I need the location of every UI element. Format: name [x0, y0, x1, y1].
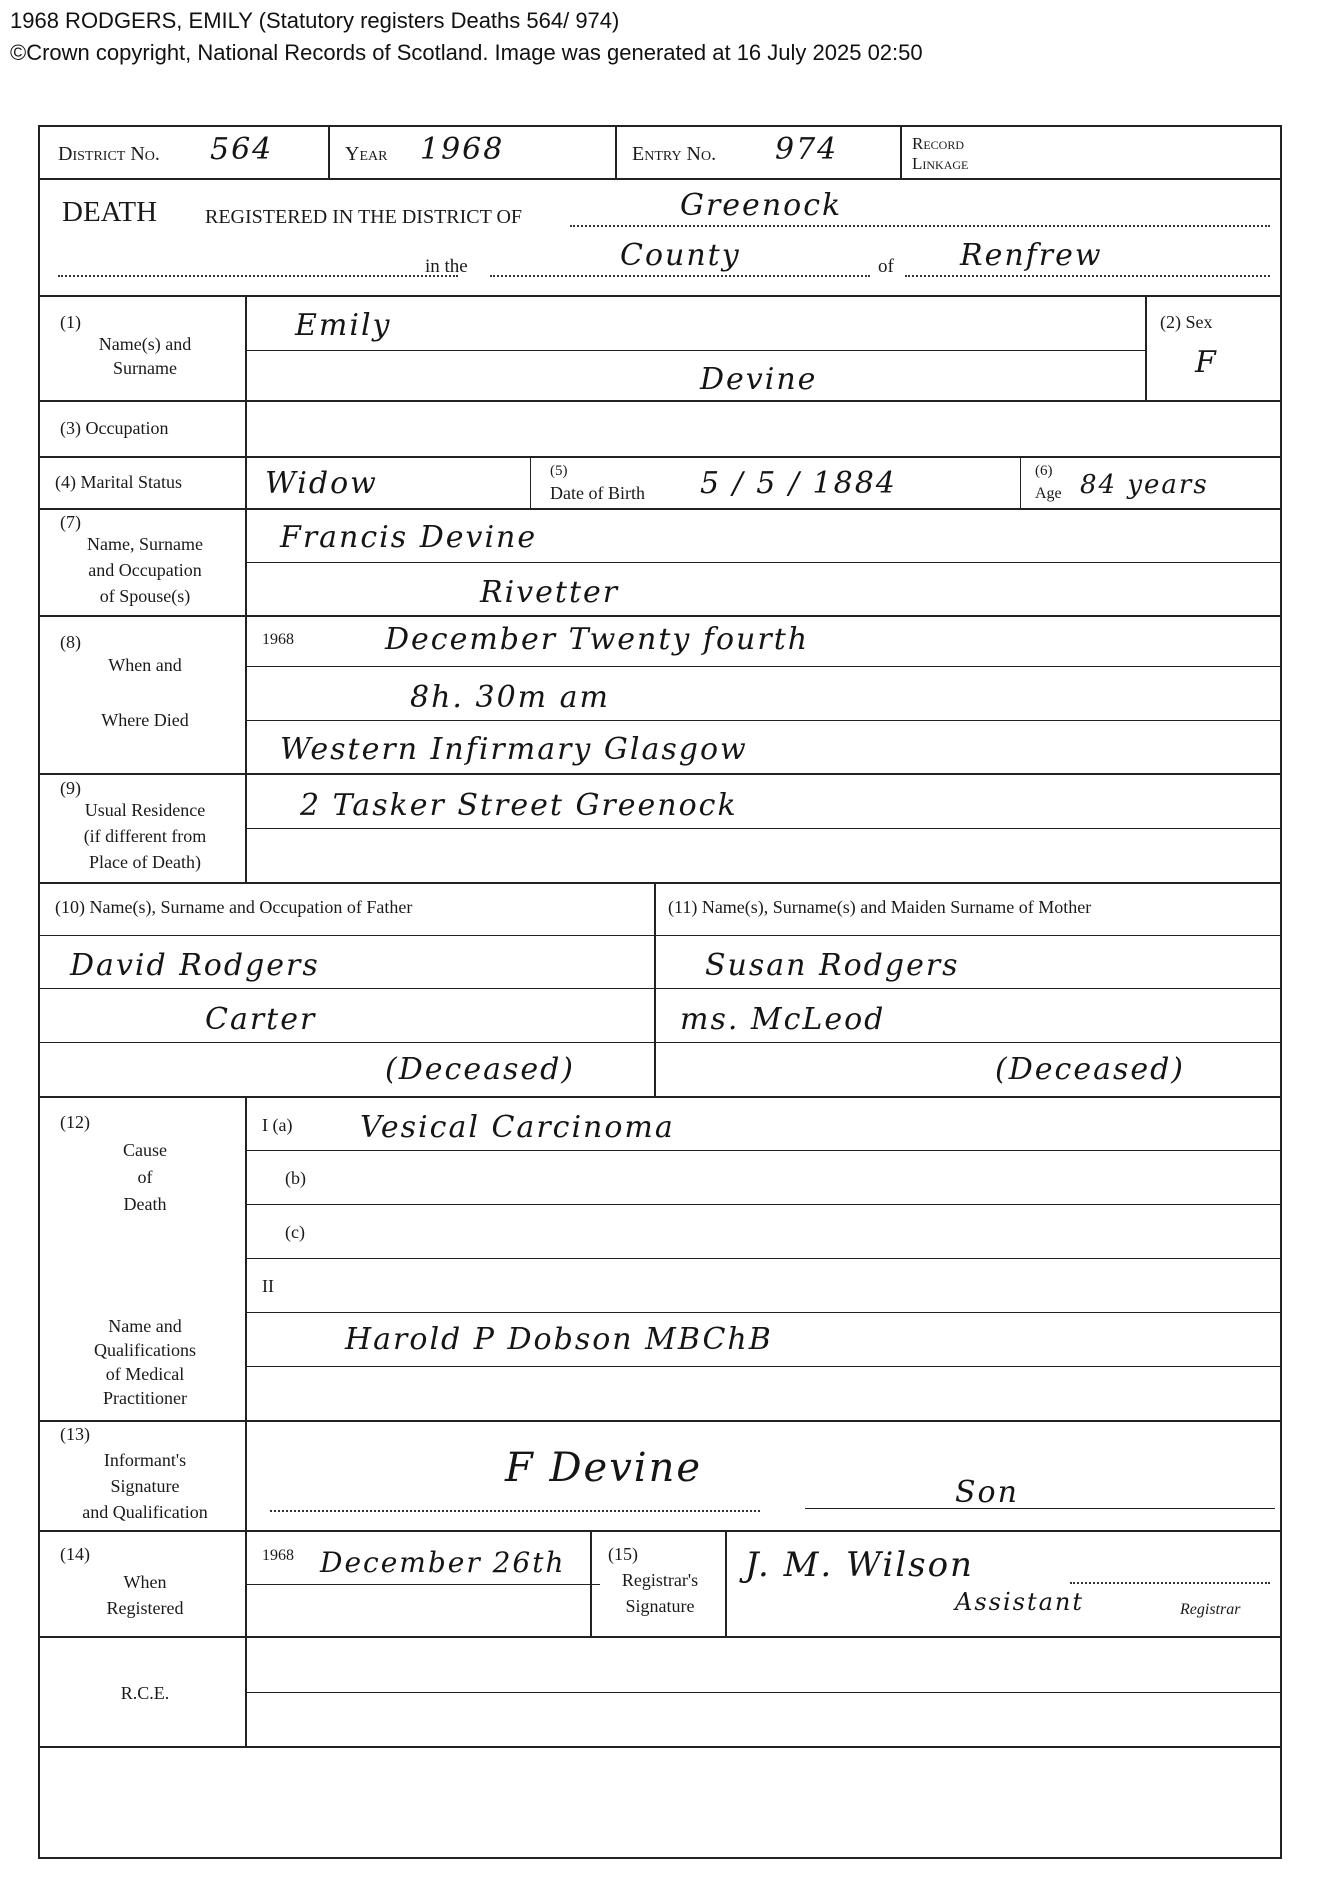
field-15-number: (15) [608, 1544, 638, 1564]
cause-label-1: Cause [123, 1140, 167, 1160]
registrar-signature-value: J. M. Wilson [745, 1545, 974, 1585]
field-6-number: (6) [1035, 463, 1053, 479]
district-no-value: 564 [210, 132, 274, 167]
spouse-label-3: of Spouse(s) [99, 586, 191, 606]
died-time-value: 8h. 30m am [410, 680, 610, 715]
of-label: of [878, 256, 894, 277]
field-5-number: (5) [550, 463, 568, 479]
cause-b-label: (b) [285, 1168, 306, 1188]
spouse-label-2: and Occupation [88, 560, 202, 580]
father-occupation-value: Carter [205, 1002, 317, 1037]
registered-date-value: December 26th [320, 1546, 566, 1579]
practitioner-label-3: of Medical [105, 1364, 185, 1384]
record-title: 1968 RODGERS, EMILY (Statutory registers Deaths 564/ 974) [10, 8, 620, 33]
field-14-number: (14) [60, 1544, 90, 1564]
practitioner-label-4: Practitioner [103, 1388, 187, 1408]
marital-status-label: (4) Marital Status [55, 472, 182, 492]
registered-label: REGISTERED IN THE DISTRICT OF [205, 206, 523, 228]
surname-value: Devine [700, 362, 818, 397]
field-12-number: (12) [60, 1112, 90, 1132]
record-linkage-label-2: Linkage [912, 154, 969, 173]
district-value: Greenock [680, 188, 843, 223]
field-8-number: (8) [60, 632, 81, 652]
field-7-number: (7) [60, 512, 81, 532]
field-9-number: (9) [60, 778, 81, 798]
informant-label-1: Informant's [103, 1450, 187, 1470]
date-of-birth-label: Date of Birth [550, 483, 645, 503]
practitioner-label-1: Name and [108, 1316, 182, 1336]
mother-name-value: Susan Rodgers [705, 948, 960, 983]
copyright-line: ©Crown copyright, National Records of Scotland. Image was generated at 16 July 2025 02:50 [10, 40, 923, 65]
died-year-value: 1968 [262, 631, 294, 648]
informant-label-2: Signature [110, 1476, 180, 1496]
date-of-birth-value: 5 / 5 / 1884 [700, 466, 897, 501]
cause-ii-label: II [262, 1276, 274, 1296]
spouse-label-1: Name, Surname [87, 534, 203, 554]
field-13-number: (13) [60, 1424, 90, 1444]
cause-label-3: Death [123, 1194, 167, 1214]
mother-maiden-value: ms. McLeod [680, 1002, 886, 1037]
county-type-value: County [620, 238, 741, 273]
when-died-label-2: Where Died [101, 710, 189, 730]
forename-value: Emily [295, 308, 392, 343]
practitioner-label-2: Qualifications [94, 1340, 196, 1360]
father-label: (10) Name(s), Surname and Occupation of Father [55, 897, 413, 917]
sex-label: (2) Sex [1160, 312, 1213, 332]
county-value: Renfrew [960, 238, 1103, 273]
death-label: DEATH [62, 196, 158, 228]
residence-label-3: Place of Death) [89, 852, 201, 872]
practitioner-value: Harold P Dobson MBChB [345, 1322, 773, 1357]
residence-label-1: Usual Residence [84, 800, 206, 820]
entry-no-value: 974 [775, 132, 839, 167]
registered-when-label-2: Registered [106, 1598, 184, 1618]
age-label: Age [1035, 485, 1062, 502]
age-value: 84 years [1080, 470, 1209, 500]
sex-value: F [1195, 345, 1218, 380]
district-no-label: District No. [58, 143, 160, 165]
marital-status-value: Widow [265, 466, 378, 501]
father-status-value: (Deceased) [385, 1052, 576, 1087]
died-place-value: Western Infirmary Glasgow [280, 732, 748, 767]
informant-qualification-value: Son [955, 1475, 1019, 1510]
entry-no-label: Entry No. [632, 143, 717, 165]
registrar-label-2: Signature [625, 1596, 695, 1616]
in-the-label: in the [425, 256, 468, 277]
registrar-label-1: Registrar's [621, 1570, 699, 1590]
name-label-1: Name(s) and [98, 334, 192, 354]
residence-value: 2 Tasker Street Greenock [300, 788, 738, 823]
father-name-value: David Rodgers [70, 948, 320, 983]
field-1-number: (1) [60, 312, 81, 332]
mother-status-value: (Deceased) [995, 1052, 1186, 1087]
name-label-2: Surname [113, 358, 177, 378]
year-label: Year [345, 143, 388, 165]
cause-ia-value: Vesical Carcinoma [360, 1110, 675, 1145]
residence-label-2: (if different from [83, 826, 207, 846]
cause-c-label: (c) [285, 1222, 305, 1242]
died-date-value: December Twenty fourth [385, 622, 810, 657]
occupation-label: (3) Occupation [60, 418, 169, 438]
mother-label: (11) Name(s), Surname(s) and Maiden Surname of Mother [668, 897, 1092, 917]
cause-label-2: of [137, 1167, 153, 1187]
registered-year-value: 1968 [262, 1547, 294, 1564]
when-died-label-1: When and [108, 655, 182, 675]
spouse-name-value: Francis Devine [280, 520, 538, 555]
informant-label-3: and Qualification [82, 1502, 208, 1522]
cause-ia-label: I (a) [262, 1115, 293, 1135]
record-linkage-label-1: Record [912, 134, 965, 153]
year-value: 1968 [420, 132, 505, 167]
registrar-title-handwritten: Assistant [955, 1588, 1085, 1616]
rce-label: R.C.E. [120, 1683, 170, 1703]
informant-signature-value: F Devine [505, 1445, 703, 1491]
registered-when-label-1: When [123, 1572, 167, 1592]
registrar-printed-label: Registrar [1180, 1601, 1241, 1618]
spouse-occupation-value: Rivetter [480, 575, 620, 610]
